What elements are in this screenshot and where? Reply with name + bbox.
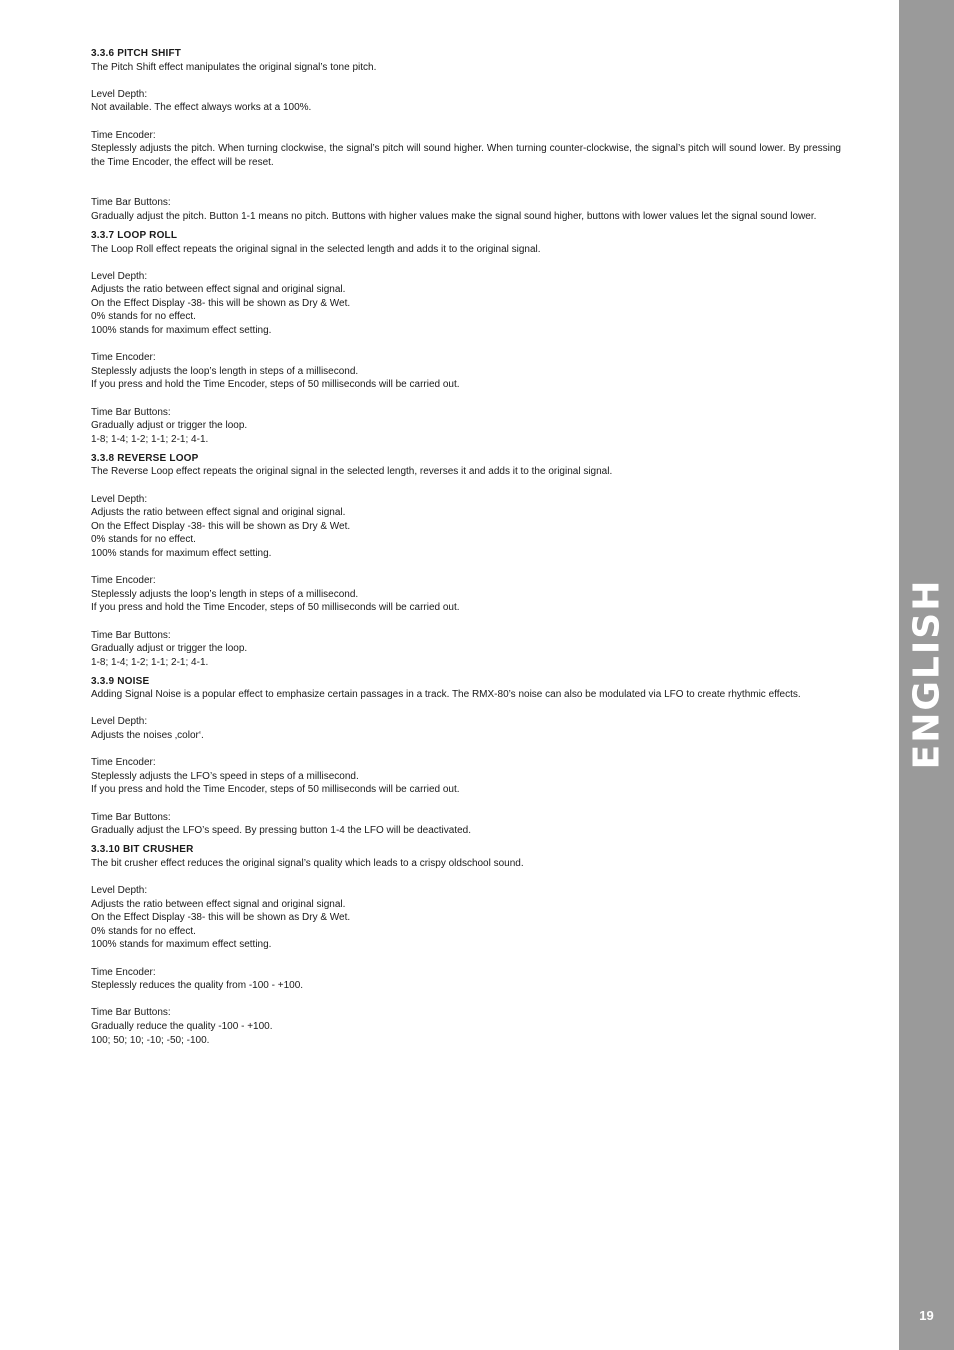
- param-text: Steplessly adjusts the pitch. When turning clockwise, the signal’s pitch will sound higher. When turning counter-clockwise, the signal’s pitch will sound lower. By pressing the Time Encoder, the effect will be reset.: [91, 143, 841, 168]
- section-heading: 3.3.7 LOOP ROLL: [91, 229, 178, 241]
- param-block-time-bar-buttons: [91, 629, 841, 670]
- param-block-time-encoder: [91, 756, 841, 797]
- param-block-level-depth: [91, 884, 841, 952]
- manual-content: [91, 47, 841, 1053]
- language-label: ENGLISH: [906, 578, 947, 770]
- param-label: Time Bar Buttons:: [91, 197, 171, 209]
- param-text: 0% stands for no effect.: [91, 311, 196, 323]
- param-text: 1-8; 1-4; 1-2; 1-1; 2-1; 4-1.: [91, 433, 209, 445]
- param-label: Time Encoder:: [91, 757, 156, 769]
- param-text: Steplessly adjusts the loop’s length in steps of a millisecond.: [91, 365, 359, 377]
- param-text: If you press and hold the Time Encoder, steps of 50 milliseconds will be carried out.: [91, 602, 460, 614]
- param-text: Steplessly adjusts the loop’s length in steps of a millisecond.: [91, 588, 359, 600]
- section-heading: 3.3.9 NOISE: [91, 675, 150, 687]
- param-text: 1-8; 1-4; 1-2; 1-1; 2-1; 4-1.: [91, 656, 209, 668]
- param-text: Gradually adjust the LFO’s speed. By pressing button 1-4 the LFO will be deactivated.: [91, 825, 472, 837]
- param-text: 100% stands for maximum effect setting.: [91, 939, 272, 951]
- param-text: Gradually adjust or trigger the loop.: [91, 420, 248, 432]
- section-intro: The Loop Roll effect repeats the original signal in the selected length and adds it to the original signal.: [91, 243, 541, 255]
- param-text: Adjusts the ratio between effect signal and original signal.: [91, 284, 346, 296]
- section-intro: The Pitch Shift effect manipulates the original signal’s tone pitch.: [91, 61, 377, 73]
- param-text: 100; 50; 10; -10; -50; -100.: [91, 1034, 210, 1046]
- param-label: Level Depth:: [91, 270, 148, 282]
- param-label: Time Encoder:: [91, 129, 156, 141]
- param-text: On the Effect Display -38- this will be shown as Dry & Wet.: [91, 520, 351, 532]
- param-text: 100% stands for maximum effect setting.: [91, 547, 272, 559]
- param-label: Time Bar Buttons:: [91, 1007, 171, 1019]
- param-text: Gradually adjust the pitch. Button 1-1 means no pitch. Buttons with higher values make the signal sound higher, buttons with lower values let the signal sound lower.: [91, 210, 817, 222]
- section-heading: 3.3.6 PITCH SHIFT: [91, 48, 182, 59]
- param-label: Time Bar Buttons:: [91, 811, 171, 823]
- section-heading: 3.3.10 BIT CRUSHER: [91, 844, 194, 856]
- section-noise: [91, 675, 841, 838]
- param-text: Steplessly adjusts the LFO’s speed in steps of a millisecond.: [91, 770, 359, 782]
- param-label: Time Bar Buttons:: [91, 406, 171, 418]
- param-text: If you press and hold the Time Encoder, steps of 50 milliseconds will be carried out.: [91, 379, 460, 391]
- param-text: Steplessly reduces the quality from -100 - +100.: [91, 980, 304, 992]
- param-block-level-depth: [91, 270, 841, 338]
- param-text: On the Effect Display -38- this will be shown as Dry & Wet.: [91, 297, 351, 309]
- param-block-time-encoder: [91, 574, 841, 615]
- page-number: 19: [919, 1308, 934, 1323]
- param-text: Gradually adjust or trigger the loop.: [91, 643, 248, 655]
- section-intro: The bit crusher effect reduces the original signal’s quality which leads to a crispy oldschool sound.: [91, 857, 524, 869]
- param-block-time-bar-buttons: [91, 406, 841, 447]
- param-text: If you press and hold the Time Encoder, steps of 50 milliseconds will be carried out.: [91, 784, 460, 796]
- param-label: Time Encoder:: [91, 966, 156, 978]
- section-intro: Adding Signal Noise is a popular effect to emphasize certain passages in a track. The RMX-80’s noise can also be modulated via LFO to create rhythmic effects.: [91, 689, 801, 701]
- param-block-time-encoder: [91, 966, 841, 993]
- section-intro: The Reverse Loop effect repeats the original signal in the selected length, reverses it and adds it to the original signal.: [91, 466, 613, 478]
- param-label: Time Bar Buttons:: [91, 629, 171, 641]
- language-sidebar: [899, 0, 954, 1350]
- param-text: 0% stands for no effect.: [91, 534, 196, 546]
- param-text: On the Effect Display -38- this will be shown as Dry & Wet.: [91, 912, 351, 924]
- param-label: Level Depth:: [91, 885, 148, 896]
- param-block-level-depth: [91, 715, 841, 742]
- section-heading: 3.3.8 REVERSE LOOP: [91, 452, 199, 464]
- param-block-time-encoder: [91, 129, 841, 170]
- param-block-time-bar-buttons: [91, 811, 841, 838]
- param-block-time-encoder: [91, 351, 841, 392]
- language-tab: [899, 578, 954, 770]
- param-text: Adjusts the ratio between effect signal and original signal.: [91, 507, 346, 519]
- param-block-time-bar-buttons: [91, 1006, 841, 1047]
- param-text: Adjusts the ratio between effect signal and original signal.: [91, 898, 346, 910]
- param-label: Level Depth:: [91, 493, 148, 505]
- param-text: 100% stands for maximum effect setting.: [91, 325, 272, 337]
- section-loop-roll: [91, 229, 841, 447]
- param-block-level-depth: [91, 493, 841, 561]
- param-label: Time Encoder:: [91, 352, 156, 364]
- param-label: Time Encoder:: [91, 575, 156, 587]
- param-text: Adjusts the noises ‚color‘.: [91, 730, 204, 742]
- section-bit-crusher: [91, 843, 841, 1047]
- param-text: Gradually reduce the quality -100 - +100.: [91, 1020, 273, 1032]
- param-text: Not available. The effect always works at a 100%.: [91, 102, 312, 114]
- param-block-level-depth: [91, 88, 841, 115]
- section-pitch-shift: [91, 47, 841, 224]
- param-label: Level Depth:: [91, 716, 148, 728]
- section-reverse-loop: [91, 452, 841, 670]
- param-block-time-bar-buttons: [91, 196, 841, 223]
- param-label: Level Depth:: [91, 88, 148, 100]
- param-text: 0% stands for no effect.: [91, 925, 196, 937]
